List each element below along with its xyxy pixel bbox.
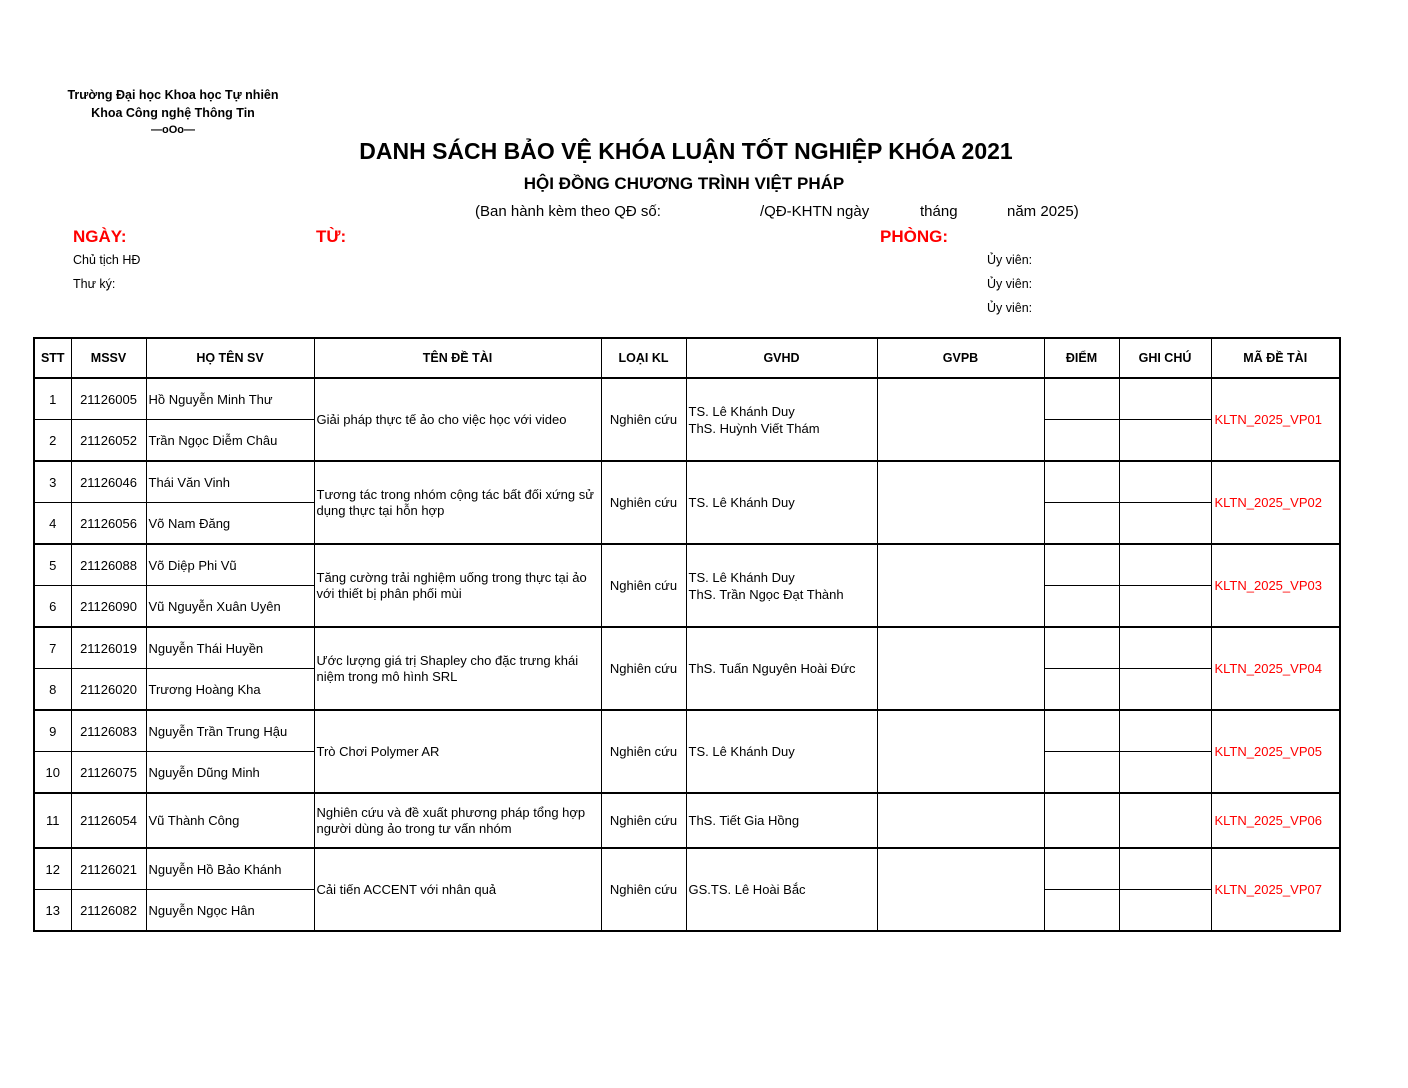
reviewer-cell xyxy=(877,378,1044,461)
student-name-cell: Thái Văn Vinh xyxy=(146,461,314,503)
mssv-cell: 21126046 xyxy=(71,461,146,503)
member-label-2: Ủy viên: xyxy=(987,277,1033,291)
stt-cell: 7 xyxy=(34,627,71,669)
table-row xyxy=(34,627,1340,669)
supervisor-line: ThS. Huỳnh Viết Thám xyxy=(688,420,820,436)
time-from-label: TỪ: xyxy=(316,227,347,246)
mssv-cell: 21126054 xyxy=(71,793,146,848)
table-row xyxy=(34,793,1340,848)
reviewer-cell xyxy=(877,461,1044,544)
table-row xyxy=(34,544,1340,586)
note-cell xyxy=(1119,627,1211,669)
student-name-cell: Vũ Nguyễn Xuân Uyên xyxy=(146,586,314,628)
supervisor-line: GS.TS. Lê Hoài Bắc xyxy=(688,882,806,897)
topic-code-cell: KLTN_2025_VP02 xyxy=(1211,461,1340,544)
mssv-cell: 21126075 xyxy=(71,752,146,794)
topic-cell: Nghiên cứu và đề xuất phương pháp tổng hợp người dùng ảo trong tư vấn nhóm xyxy=(314,793,601,848)
mssv-cell: 21126088 xyxy=(71,544,146,586)
type-cell: Nghiên cứu xyxy=(601,627,686,710)
score-cell xyxy=(1044,710,1119,752)
score-cell xyxy=(1044,544,1119,586)
table-row xyxy=(34,710,1340,752)
score-cell xyxy=(1044,669,1119,711)
supervisor-line: TS. Lê Khánh Duy xyxy=(688,744,795,759)
supervisor-cell xyxy=(686,627,877,710)
note-cell xyxy=(1119,378,1211,420)
note-cell xyxy=(1119,586,1211,628)
col-header-reviewer: GVPB xyxy=(877,338,1044,378)
faculty-name: Khoa Công nghệ Thông Tin xyxy=(91,106,255,120)
mssv-cell: 21126021 xyxy=(71,848,146,890)
table-row xyxy=(34,378,1340,420)
type-cell: Nghiên cứu xyxy=(601,710,686,793)
council-title: HỘI ĐỒNG CHƯƠNG TRÌNH VIỆT PHÁP xyxy=(523,174,845,193)
score-cell xyxy=(1044,420,1119,462)
stt-cell: 2 xyxy=(34,420,71,462)
supervisor-line: TS. Lê Khánh Duy xyxy=(688,403,795,419)
stt-cell: 5 xyxy=(34,544,71,586)
student-name-cell: Vũ Thành Công xyxy=(146,793,314,848)
topic-cell: Giải pháp thực tế ảo cho việc học với video xyxy=(314,378,601,461)
type-cell: Nghiên cứu xyxy=(601,378,686,461)
note-cell xyxy=(1119,544,1211,586)
mssv-cell: 21126090 xyxy=(71,586,146,628)
col-header-note: GHI CHÚ xyxy=(1119,338,1211,378)
stt-cell: 12 xyxy=(34,848,71,890)
student-name-cell: Trương Hoàng Kha xyxy=(146,669,314,711)
supervisor-line: ThS. Trần Ngọc Đạt Thành xyxy=(688,586,844,602)
supervisor-cell xyxy=(686,848,877,931)
reviewer-cell xyxy=(877,710,1044,793)
reviewer-cell xyxy=(877,627,1044,710)
type-cell: Nghiên cứu xyxy=(601,461,686,544)
type-cell: Nghiên cứu xyxy=(601,848,686,931)
student-name-cell: Trần Ngọc Diễm Châu xyxy=(146,420,314,462)
col-header-score: ĐIỂM xyxy=(1044,338,1119,378)
topic-cell: Ước lượng giá trị Shapley cho đặc trưng khái niệm trong mô hình SRL xyxy=(314,627,601,710)
note-cell xyxy=(1119,669,1211,711)
table-row xyxy=(34,461,1340,503)
mssv-cell: 21126052 xyxy=(71,420,146,462)
mssv-cell: 21126083 xyxy=(71,710,146,752)
note-cell xyxy=(1119,752,1211,794)
note-cell xyxy=(1119,461,1211,503)
student-name-cell: Võ Nam Đăng xyxy=(146,503,314,545)
supervisor-cell xyxy=(686,461,877,544)
stt-cell: 9 xyxy=(34,710,71,752)
university-name: Trường Đại học Khoa học Tự nhiên xyxy=(67,88,279,102)
room-label: PHÒNG: xyxy=(880,227,948,246)
note-cell xyxy=(1119,793,1211,848)
student-name-cell: Nguyễn Trần Trung Hậu xyxy=(146,710,314,752)
stt-cell: 4 xyxy=(34,503,71,545)
score-cell xyxy=(1044,378,1119,420)
reviewer-cell xyxy=(877,544,1044,627)
score-cell xyxy=(1044,503,1119,545)
stt-cell: 6 xyxy=(34,586,71,628)
type-cell: Nghiên cứu xyxy=(601,793,686,848)
topic-cell: Trò Chơi Polymer AR xyxy=(314,710,601,793)
supervisor-line: TS. Lê Khánh Duy xyxy=(688,569,795,585)
mssv-cell: 21126019 xyxy=(71,627,146,669)
supervisor-line: ThS. Tiết Gia Hồng xyxy=(688,813,800,828)
topic-code-cell: KLTN_2025_VP06 xyxy=(1211,793,1340,848)
stt-cell: 8 xyxy=(34,669,71,711)
supervisor-cell xyxy=(686,544,877,627)
decree-year: năm 2025) xyxy=(1007,203,1079,220)
note-cell xyxy=(1119,848,1211,890)
student-name-cell: Nguyễn Thái Huyền xyxy=(146,627,314,669)
score-cell xyxy=(1044,848,1119,890)
topic-code-cell: KLTN_2025_VP05 xyxy=(1211,710,1340,793)
document-title: DANH SÁCH BẢO VỆ KHÓA LUẬN TỐT NGHIỆP KHÓA 2021 xyxy=(359,138,1013,164)
student-name-cell: Nguyễn Hồ Bảo Khánh xyxy=(146,848,314,890)
student-name-cell: Nguyễn Ngọc Hân xyxy=(146,890,314,932)
topic-code-cell: KLTN_2025_VP03 xyxy=(1211,544,1340,627)
score-cell xyxy=(1044,627,1119,669)
student-name-cell: Võ Diệp Phi Vũ xyxy=(146,544,314,586)
note-cell xyxy=(1119,890,1211,932)
score-cell xyxy=(1044,793,1119,848)
col-header-type: LOẠI KL xyxy=(601,338,686,378)
col-header-code: MÃ ĐỀ TÀI xyxy=(1211,338,1340,378)
table-header-row xyxy=(34,338,1340,378)
col-header-mssv: MSSV xyxy=(71,338,146,378)
supervisor-cell xyxy=(686,710,877,793)
note-cell xyxy=(1119,420,1211,462)
ornament: —oOo— xyxy=(151,124,195,136)
stt-cell: 13 xyxy=(34,890,71,932)
member-label-1: Ủy viên: xyxy=(987,253,1033,267)
topic-cell: Tăng cường trải nghiệm uống trong thực tại ảo với thiết bị phân phối mùi xyxy=(314,544,601,627)
reviewer-cell xyxy=(877,793,1044,848)
topic-code-cell: KLTN_2025_VP07 xyxy=(1211,848,1340,931)
col-header-topic: TÊN ĐỀ TÀI xyxy=(314,338,601,378)
topic-code-cell: KLTN_2025_VP01 xyxy=(1211,378,1340,461)
supervisor-cell xyxy=(686,793,877,848)
topic-code-cell: KLTN_2025_VP04 xyxy=(1211,627,1340,710)
reviewer-cell xyxy=(877,848,1044,931)
score-cell xyxy=(1044,586,1119,628)
supervisor-line: ThS. Tuấn Nguyên Hoài Đức xyxy=(688,661,856,676)
col-header-supervisor: GVHD xyxy=(686,338,877,378)
decree-prefix: (Ban hành kèm theo QĐ số: xyxy=(475,203,661,220)
table-row xyxy=(34,848,1340,890)
score-cell xyxy=(1044,752,1119,794)
chair-label: Chủ tịch HĐ xyxy=(73,253,141,267)
mssv-cell: 21126005 xyxy=(71,378,146,420)
mssv-cell: 21126082 xyxy=(71,890,146,932)
mssv-cell: 21126056 xyxy=(71,503,146,545)
student-name-cell: Nguyễn Dũng Minh xyxy=(146,752,314,794)
supervisor-line: TS. Lê Khánh Duy xyxy=(688,495,795,510)
secretary-label: Thư ký: xyxy=(73,277,116,291)
date-label: NGÀY: xyxy=(73,227,127,246)
col-header-stt: STT xyxy=(34,338,71,378)
student-name-cell: Hồ Nguyễn Minh Thư xyxy=(146,378,314,420)
score-cell xyxy=(1044,890,1119,932)
topic-cell: Cải tiến ACCENT với nhân quả xyxy=(314,848,601,931)
stt-cell: 3 xyxy=(34,461,71,503)
stt-cell: 1 xyxy=(34,378,71,420)
decree-month: tháng xyxy=(920,203,958,220)
decree-number-suffix: /QĐ-KHTN ngày xyxy=(760,203,870,220)
type-cell: Nghiên cứu xyxy=(601,544,686,627)
col-header-name: HỌ TÊN SV xyxy=(146,338,314,378)
score-cell xyxy=(1044,461,1119,503)
note-cell xyxy=(1119,710,1211,752)
topic-cell: Tương tác trong nhóm cộng tác bất đối xứng sử dụng thực tại hỗn hợp xyxy=(314,461,601,544)
mssv-cell: 21126020 xyxy=(71,669,146,711)
stt-cell: 11 xyxy=(34,793,71,848)
member-label-3: Ủy viên: xyxy=(987,301,1033,315)
defense-schedule-table xyxy=(33,337,1341,932)
supervisor-cell xyxy=(686,378,877,461)
note-cell xyxy=(1119,503,1211,545)
stt-cell: 10 xyxy=(34,752,71,794)
